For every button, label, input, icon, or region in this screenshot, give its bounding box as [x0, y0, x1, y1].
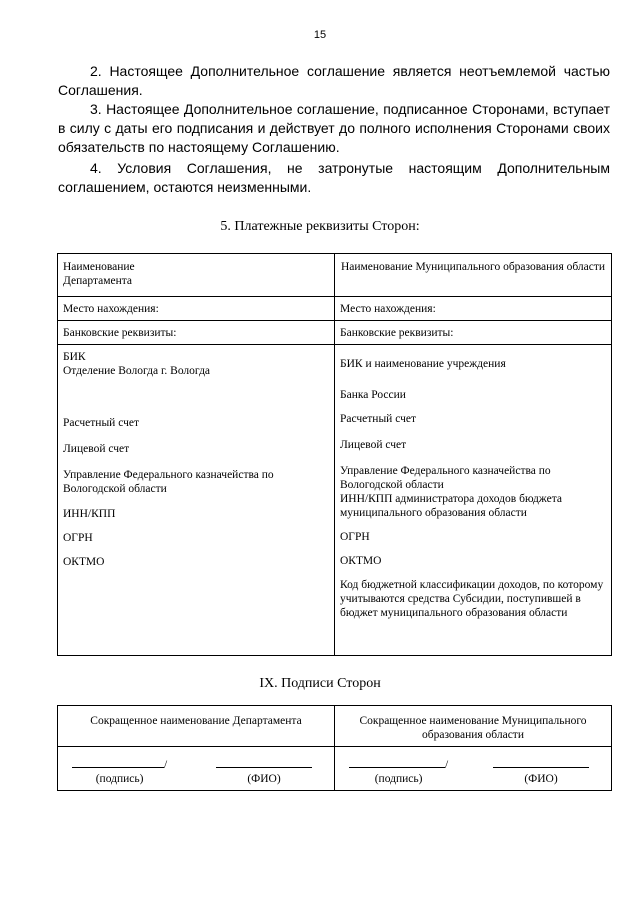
left-inn: ИНН/КПП: [63, 508, 116, 520]
right-kbk: Код бюджетной классификации доходов, по которому учитываются средства Субсидии, поступившей в бюджет муниципального образования области: [340, 579, 604, 619]
right-fio-label: (ФИО): [524, 773, 558, 785]
right-slash: /: [445, 759, 449, 771]
table-row: [58, 706, 612, 747]
paragraph-3: 3. Настоящее Дополнительное соглашение, подписанное Сторонами, вступает в силу с даты его подписания и действует до полного исполнения Сторонами своих обязательств по настоящему Соглашению.: [58, 101, 610, 155]
left-header-line-1: Наименование: [63, 261, 135, 273]
right-personal-account: Лицевой счет: [340, 439, 407, 451]
right-details-cell: [335, 345, 612, 656]
left-details-cell: [58, 345, 335, 656]
requisites-heading: 5. Платежные реквизиты Сторон:: [220, 219, 420, 234]
paragraph-2: 2. Настоящее Дополнительное соглашение является неотъемлемой частью Соглашения.: [58, 63, 610, 98]
right-inn: ИНН/КПП администратора доходов бюджета муниципального образования области: [340, 493, 562, 519]
left-bik: БИК: [63, 351, 86, 363]
table-row: [58, 297, 612, 321]
table-row: [58, 254, 612, 297]
left-sign-label: (подпись): [95, 773, 144, 785]
right-sign-line: [349, 753, 445, 768]
right-treasury: Управление Федерального казначейства по Вологодской области: [340, 465, 551, 491]
left-sign-line: [72, 753, 164, 768]
right-signature-title: Сокращенное наименование Муниципального образования области: [359, 715, 587, 741]
left-branch: Отделение Вологда г. Вологда: [63, 365, 211, 377]
signatures-heading: IX. Подписи Сторон: [259, 676, 381, 691]
left-header-cell: [58, 254, 335, 297]
left-signature-cell: [58, 747, 335, 791]
left-location: Место нахождения:: [63, 303, 159, 315]
left-account: Расчетный счет: [63, 417, 139, 429]
right-bik: БИК и наименование учреждения: [340, 358, 506, 370]
right-sign-label: (подпись): [374, 773, 423, 785]
right-sign-block: [349, 753, 448, 786]
left-treasury: Управление Федерального казначейства по Вологодской области: [63, 469, 274, 495]
left-ogrn: ОГРН: [63, 532, 93, 544]
table-row: [58, 747, 612, 791]
table-row: [58, 345, 612, 656]
right-signature-cell: [335, 747, 612, 791]
right-fio-line: [493, 753, 589, 768]
left-slash: /: [164, 759, 168, 771]
table-row: [58, 321, 612, 345]
left-fio-label: (ФИО): [247, 773, 281, 785]
right-fio-block: [493, 753, 589, 786]
right-header-cell: [335, 254, 612, 297]
paragraph-4: 4. Условия Соглашения, не затронутые настоящим Дополнительным соглашением, остаются неизменными.: [58, 160, 610, 195]
signatures-table: [57, 705, 612, 791]
left-header-line-2: Департамента: [63, 275, 133, 287]
right-bank: Банковские реквизиты:: [340, 327, 454, 339]
left-personal-account: Лицевой счет: [63, 443, 130, 455]
left-bank: Банковские реквизиты:: [63, 327, 177, 339]
page-number: 15: [313, 29, 327, 41]
left-sign-block: [72, 753, 167, 786]
requisites-table: [57, 253, 612, 656]
right-header: Наименование Муниципального образования области: [340, 261, 606, 273]
right-location: Место нахождения:: [340, 303, 436, 315]
right-bank-russia: Банка России: [340, 389, 406, 401]
right-account: Расчетный счет: [340, 413, 416, 425]
left-fio-block: [216, 753, 312, 786]
right-ogrn: ОГРН: [340, 531, 370, 543]
left-oktmo: ОКТМО: [63, 556, 105, 568]
left-signature-title: Сокращенное наименование Департамента: [90, 715, 302, 727]
right-oktmo: ОКТМО: [340, 555, 382, 567]
left-fio-line: [216, 753, 312, 768]
